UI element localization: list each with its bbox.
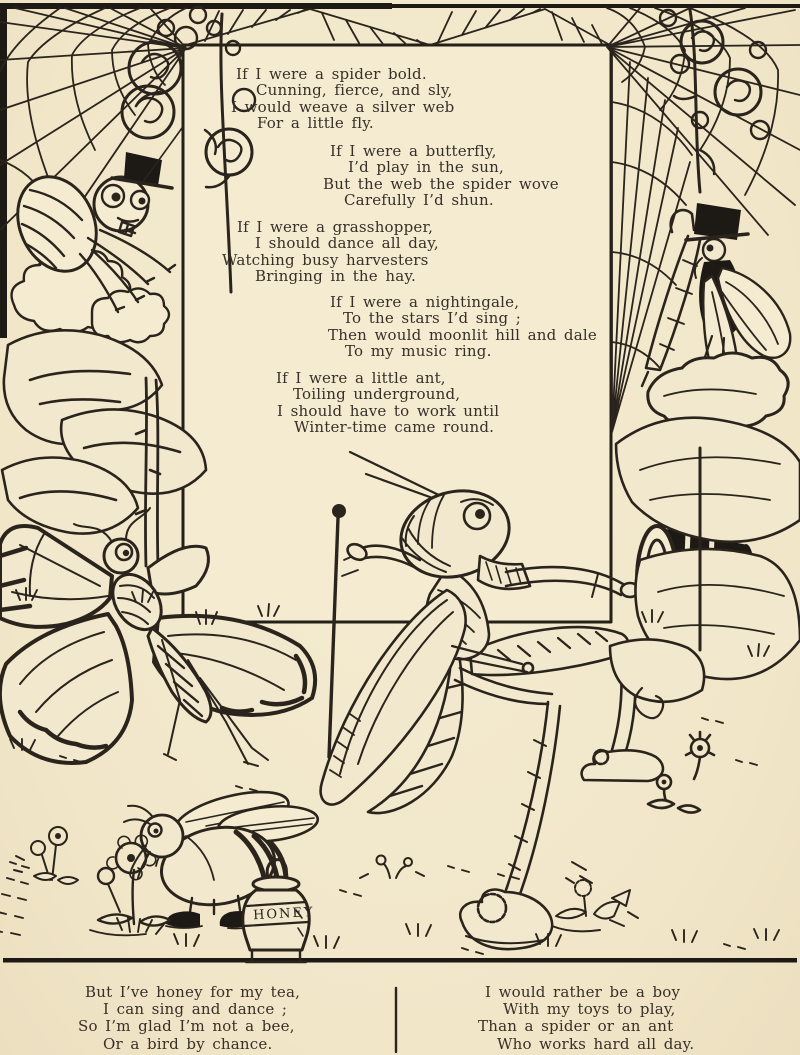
poem-line: To the stars I’d sing ; bbox=[343, 309, 522, 328]
poem-line: I would weave a silver web bbox=[231, 97, 455, 116]
poem-line: I should have to work until bbox=[277, 401, 500, 420]
poem-line: I should dance all day, bbox=[255, 234, 439, 253]
poem-line: But the web the spider wove bbox=[323, 174, 559, 193]
poem-line: But I’ve honey for my tea, bbox=[85, 983, 301, 1001]
poem-line: To my music ring. bbox=[345, 342, 492, 361]
poem-line: Watching busy harvesters bbox=[222, 250, 429, 269]
poem-line: If I were a grasshopper, bbox=[237, 218, 434, 236]
poem-line: For a little fly. bbox=[257, 114, 374, 133]
poem-line: Toiling underground, bbox=[293, 385, 461, 404]
poem-line: If I were a spider bold. bbox=[236, 65, 427, 83]
poem-line: Than a spider or an ant bbox=[478, 1017, 674, 1036]
poem-line: I’d play in the sun, bbox=[348, 158, 504, 177]
poem-stanza-1 bbox=[231, 66, 454, 132]
poem-stanza-5 bbox=[276, 370, 499, 436]
footer-verse-left bbox=[78, 984, 300, 1053]
poem-line: Cunning, fierce, and sly, bbox=[256, 81, 453, 100]
poem-line: Bringing in the hay. bbox=[255, 267, 416, 286]
poem-line: So I’m glad I’m not a bee, bbox=[78, 1017, 295, 1036]
poem-stanza-3 bbox=[222, 219, 439, 285]
footer-verse-right bbox=[478, 984, 694, 1053]
poem-line: Then would moonlit hill and dale bbox=[328, 325, 597, 344]
honey-pot-label: HONEY bbox=[252, 904, 315, 924]
poem-line: If I were a nightingale, bbox=[330, 293, 520, 311]
poem-stanza-4 bbox=[328, 294, 597, 360]
spider-illustration bbox=[3, 128, 182, 342]
poem-line: Carefully I’d shun. bbox=[344, 191, 494, 210]
poem-stanza-2 bbox=[323, 143, 559, 209]
poem-line: I can sing and dance ; bbox=[103, 1000, 288, 1019]
poem-line: Winter-time came round. bbox=[294, 418, 495, 437]
poem-line: Or a bird by chance. bbox=[103, 1034, 273, 1053]
poem-line: I would rather be a boy bbox=[485, 983, 681, 1001]
poem-line: Who works hard all day. bbox=[497, 1034, 695, 1053]
poem-line: With my toys to play, bbox=[503, 1000, 676, 1019]
spider-web-top-band bbox=[186, 9, 610, 45]
poem-line: If I were a little ant, bbox=[276, 369, 446, 387]
poem-line: If I were a butterfly, bbox=[330, 142, 497, 160]
